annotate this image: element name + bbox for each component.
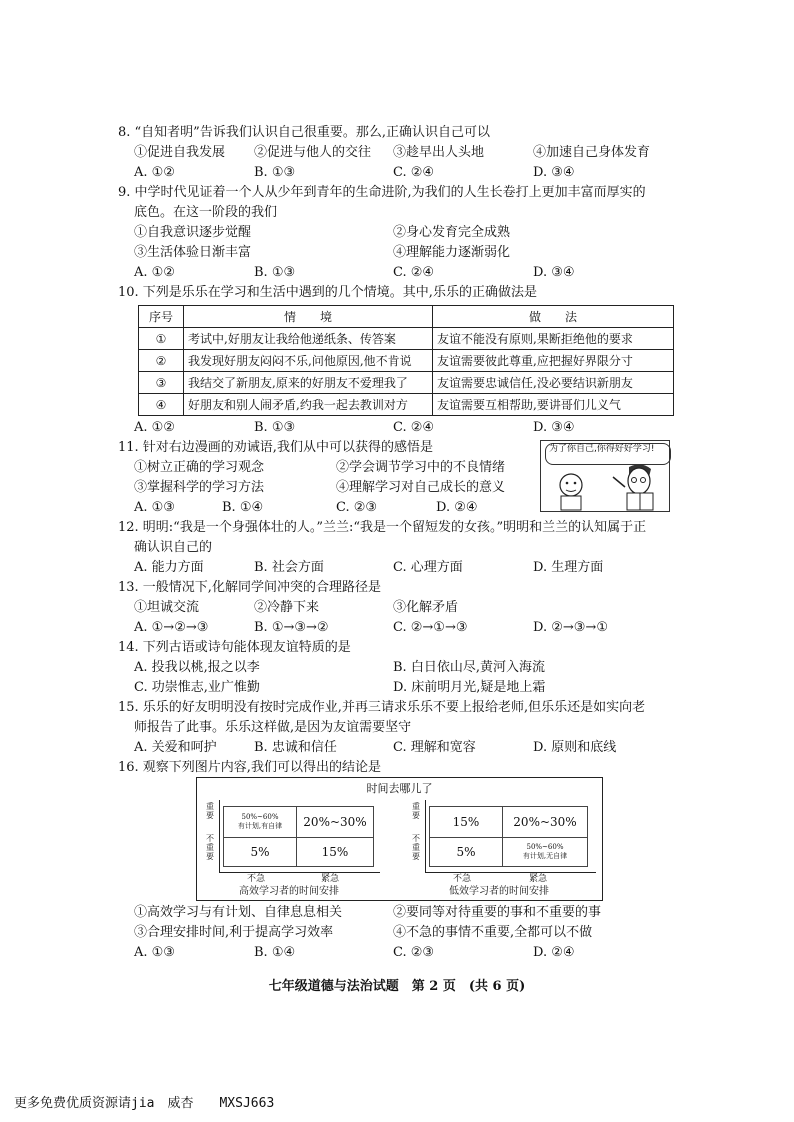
q10-stem: 10. 下列是乐乐在学习和生活中遇到的几个情境。其中,乐乐的正确做法是 [118,285,537,300]
row-index: ③ [139,372,184,394]
q13-item-3: ③化解矛盾 [393,600,459,615]
q8-item-4: ④加速自己身体发育 [533,145,651,160]
left-x-label-urgent: 紧急 [321,874,340,884]
left-cell-important-urgent: 20%~30% [296,806,374,838]
q14-option-b: B. 白日依山尽,黄河入海流 [393,660,545,675]
time-allocation-figure [196,777,603,901]
left-cell-unimportant-urgent: 15% [296,837,374,867]
left-cell-pct: 50%~60% [241,813,279,821]
q13-option-b: B. ①→③→② [254,620,329,635]
left-cell-note: 有计划,有自律 [237,822,283,830]
q11-option-b: B. ①④ [222,500,264,515]
right-cell-unimportant-not-urgent: 5% [429,837,503,867]
q8-stem: 8. “自知者明”告诉我们认识自己很重要。那么,正确认识自己可以 [118,125,490,140]
left-y-label-not-important: 不重要 [206,834,214,861]
q15-option-d: D. 原则和底线 [533,740,617,755]
q13-item-2: ②冷静下来 [254,600,320,615]
q15-option-a: A. 关爱和呵护 [134,740,217,755]
table-row [139,350,674,372]
table-row [139,394,674,416]
right-caption: 低效学习者的时间安排 [449,886,549,897]
figure-title: 时间去哪儿了 [366,782,433,795]
q11-item-4: ④理解学习对自己成长的意义 [336,480,506,495]
q15-option-b: B. 忠诚和信任 [254,740,337,755]
table-header-row [139,306,674,328]
right-cell-important-urgent: 20%~30% [502,806,588,838]
header-situation: 情 境 [184,306,433,328]
row-action: 友谊需要忠诚信任,没必要结识新朋友 [433,372,674,394]
table-row [139,328,674,350]
q9-option-a: A. ①② [134,265,175,280]
cartoon-figures-icon [541,441,669,511]
header-action: 做 法 [433,306,674,328]
q14-stem: 14. 下列古语或诗句能体现友谊特质的是 [118,640,351,655]
cartoon-speech-bubble: 为了你自己,你得好好学习! [545,443,671,465]
bottom-note: 更多免费优质资源请jia 威杏 MXSJ663 [14,1096,275,1111]
row-situation: 好朋友和别人闹矛盾,约我一起去教训对方 [184,394,433,416]
q14-option-d: D. 床前明月光,疑是地上霜 [393,680,546,695]
q16-item-2: ②要同等对待重要的事和不重要的事 [393,905,602,920]
row-situation: 我发现好朋友闷闷不乐,问他原因,他不肯说 [184,350,433,372]
q12-option-b: B. 社会方面 [254,560,324,575]
page-footer: 七年级道德与法治试题 第 2 页 (共 6 页) [268,979,526,994]
q12-stem-line2: 确认识自己的 [134,540,213,555]
row-action: 友谊需要互相帮助,要讲哥们儿义气 [433,394,674,416]
q10-option-d: D. ③④ [533,420,575,435]
q11-item-3: ③掌握科学的学习方法 [134,480,265,495]
q12-option-c: C. 心理方面 [393,560,463,575]
q13-option-a: A. ①→②→③ [134,620,209,635]
q12-option-a: A. 能力方面 [134,560,204,575]
q10-option-b: B. ①③ [254,420,296,435]
q8-option-a: A. ①② [134,165,175,180]
row-index: ④ [139,394,184,416]
row-situation: 我结交了新朋友,原来的好朋友不爱理我了 [184,372,433,394]
q12-stem-line1: 12. 明明:“我是一个身强体壮的人。”兰兰:“我是一个留短发的女孩。”明明和兰兰的认知属于正 [118,520,647,535]
row-action: 友谊不能没有原则,果断拒绝他的要求 [433,328,674,350]
q8-item-3: ③趁早出人头地 [393,145,485,160]
left-y-label-important: 重要 [206,802,214,820]
q16-stem: 16. 观察下列图片内容,我们可以得出的结论是 [118,760,381,775]
q10-situation-table [138,305,674,416]
q11-option-d: D. ②④ [436,500,478,515]
q8-option-d: D. ③④ [533,165,575,180]
q8-option-c: C. ②④ [393,165,435,180]
q14-option-a: A. 投我以桃,报之以李 [134,660,260,675]
q15-stem-line1: 15. 乐乐的好友明明没有按时完成作业,并再三请求乐乐不要上报给老师,但乐乐还是如实向老 [118,700,646,715]
q9-stem-line1: 9. 中学时代见证着一个人从少年到青年的生命进阶,为我们的人生长卷打上更加丰富而厚实的 [118,185,646,200]
left-x-label-not-urgent: 不急 [247,874,266,884]
q9-option-d: D. ③④ [533,265,575,280]
left-cell-unimportant-not-urgent: 5% [223,837,297,867]
q9-item-1: ①自我意识逐步觉醒 [134,225,252,240]
q16-item-3: ③合理安排时间,利于提高学习效率 [134,925,334,940]
right-y-label-not-important: 不重要 [412,834,420,861]
left-cell-important-not-urgent [223,806,297,838]
q16-option-c: C. ②③ [393,945,435,960]
q11-stem: 11. 针对右边漫画的劝诫语,我们从中可以获得的感悟是 [118,440,433,455]
q11-option-c: C. ②③ [336,500,378,515]
q16-item-1: ①高效学习与有计划、自律息息相关 [134,905,343,920]
cartoon [540,440,670,512]
table-row [139,372,674,394]
q10-option-c: C. ②④ [393,420,435,435]
right-cell-note: 有计划,无自律 [522,852,568,860]
q16-option-b: B. ①④ [254,945,296,960]
q9-option-c: C. ②④ [393,265,435,280]
q13-option-d: D. ②→③→① [533,620,608,635]
right-cell-important-not-urgent: 15% [429,806,503,838]
q13-option-c: C. ②→①→③ [393,620,468,635]
row-action: 友谊需要彼此尊重,应把握好界限分寸 [433,350,674,372]
right-y-label-important: 重要 [412,802,420,820]
right-cell-pct: 50%~60% [526,843,564,851]
q16-item-4: ④不急的事情不重要,全都可以不做 [393,925,593,940]
q11-item-2: ②学会调节学习中的不良情绪 [336,460,506,475]
q8-item-2: ②促进与他人的交往 [254,145,372,160]
q12-option-d: D. 生理方面 [533,560,604,575]
q9-option-b: B. ①③ [254,265,296,280]
q13-stem: 13. 一般情况下,化解同学间冲突的合理路径是 [118,580,381,595]
right-x-label-not-urgent: 不急 [453,874,472,884]
right-x-label-urgent: 紧急 [529,874,548,884]
row-index: ② [139,350,184,372]
q16-option-d: D. ②④ [533,945,575,960]
q14-option-c: C. 功崇惟志,业广惟勤 [134,680,260,695]
q13-item-1: ①坦诚交流 [134,600,200,615]
q10-option-a: A. ①② [134,420,175,435]
q9-stem-line2: 底色。在这一阶段的我们 [134,205,278,220]
left-caption: 高效学习者的时间安排 [239,886,339,897]
right-cell-unimportant-urgent [502,837,588,867]
q11-item-1: ①树立正确的学习观念 [134,460,265,475]
q15-stem-line2: 师报告了此事。乐乐这样做,是因为友谊需要坚守 [134,720,412,735]
q8-option-b: B. ①③ [254,165,296,180]
q11-option-a: A. ①③ [134,500,175,515]
q16-option-a: A. ①③ [134,945,175,960]
q15-option-c: C. 理解和宽容 [393,740,476,755]
q8-item-1: ①促进自我发展 [134,145,226,160]
q9-item-4: ④理解能力逐渐弱化 [393,245,511,260]
q9-item-2: ②身心发育完全成熟 [393,225,511,240]
row-situation: 考试中,好朋友让我给他递纸条、传答案 [184,328,433,350]
row-index: ① [139,328,184,350]
header-index: 序号 [139,306,184,328]
q9-item-3: ③生活体验日渐丰富 [134,245,252,260]
